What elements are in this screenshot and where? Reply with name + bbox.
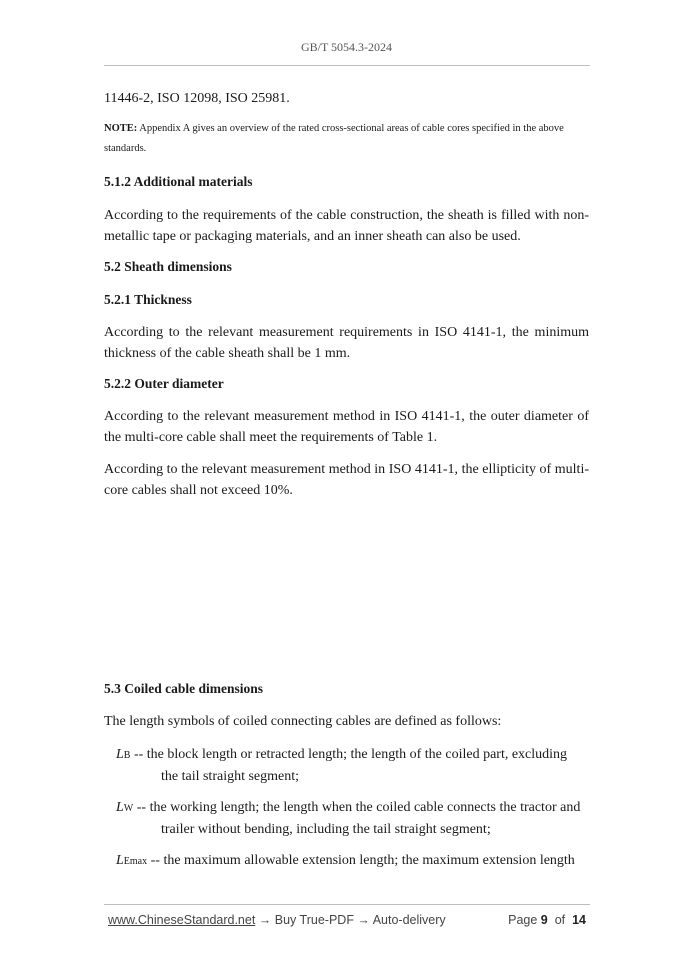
page-indicator [508, 913, 586, 927]
length-symbol: L [116, 800, 124, 815]
paragraph-5-2-2-outer-diameter: According to the relevant measurement method in ISO 4141-1, the outer diameter of the multi-core cable shall meet the requirements of Table 1. [104, 409, 589, 445]
auto-delivery-text: Auto-delivery [372, 913, 446, 927]
paragraph-5-1-2: According to the requirements of the cable construction, the sheath is filled with non-metallic tape or packaging materials, and an inner sheath can also be used. [104, 208, 589, 244]
note-label: NOTE: [104, 123, 138, 134]
definition-item [116, 797, 589, 840]
paragraph-5-2-2-ellipticity: According to the relevant measurement method in ISO 4141-1, the ellipticity of multi-core cables shall not exceed 10%. [104, 462, 589, 498]
length-symbol: L [116, 747, 124, 762]
header-standard-code: GB/T 5054.3-2024 [300, 40, 393, 54]
note-text: Appendix A gives an overview of the rated cross-sectional areas of cable cores specified in the above standards. [104, 123, 564, 154]
footer-divider [104, 904, 590, 905]
length-subscript: B [123, 750, 131, 761]
arrow-icon: → [255, 913, 275, 927]
heading-5-2-1: 5.2.1 Thickness [104, 292, 192, 307]
iso-reference-line: 11446-2, ISO 12098, ISO 25981. [104, 91, 290, 106]
definition-continuation: the tail straight segment; [161, 769, 300, 784]
current-page-number: 9 [540, 913, 548, 927]
paragraph-5-2-1: According to the relevant measurement requirements in ISO 4141-1, the minimum thickness of the cable sheath shall be 1 mm. [104, 325, 589, 361]
heading-5-2: 5.2 Sheath dimensions [104, 259, 232, 274]
definition-text: -- the working length; the length when the coiled cable connects the tractor and [133, 800, 581, 815]
heading-5-3: 5.3 Coiled cable dimensions [104, 681, 264, 696]
definition-item [116, 850, 589, 872]
heading-5-2-2: 5.2.2 Outer diameter [104, 376, 224, 391]
definition-continuation: trailer without bending, including the tail straight segment; [161, 822, 491, 837]
definition-text: -- the maximum allowable extension length; the maximum extension length [147, 853, 575, 868]
page-footer [108, 913, 586, 927]
of-label: of [554, 913, 566, 927]
definition-text: -- the block length or retracted length; the length of the coiled part, excluding [130, 747, 568, 762]
arrow-icon: → [353, 913, 373, 927]
header-divider [104, 65, 590, 66]
buy-true-pdf-text: Buy True-PDF [274, 913, 354, 927]
length-symbol: L [116, 853, 124, 868]
paragraph-5-3: The length symbols of coiled connecting cables are defined as follows: [104, 714, 502, 729]
length-subscript: Emax [123, 856, 148, 867]
length-subscript: W [123, 803, 134, 814]
heading-5-1-2: 5.1.2 Additional materials [104, 174, 253, 189]
total-page-count: 14 [572, 913, 586, 927]
definition-item [116, 744, 589, 787]
chinesestandard-link[interactable]: www.ChineseStandard.net [108, 913, 256, 927]
note-paragraph [104, 119, 589, 159]
page-label: Page [508, 913, 538, 927]
